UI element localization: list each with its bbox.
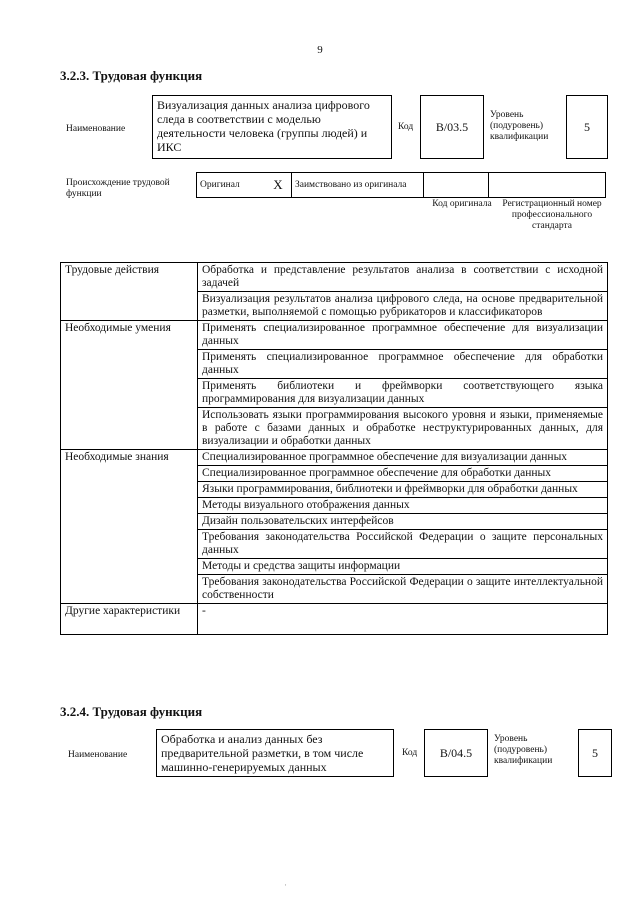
level-label-323: Уровень (подуровень) квалификации bbox=[490, 110, 549, 142]
section-title-323: 3.2.3. Трудовая функция bbox=[60, 68, 203, 83]
original-mark: X bbox=[265, 173, 292, 198]
level-value-323: 5 bbox=[566, 95, 608, 159]
knowledge-item: Языки программирования, библиотеки и фреймворки для обработки данных bbox=[198, 482, 608, 498]
function-name-324: Обработка и анализ данных без предварительной разметки, в том числе машинно-генерируемых данных bbox=[156, 729, 394, 777]
page-number: 9 bbox=[317, 44, 323, 56]
action-item: Обработка и представление результатов анализа в соответствии с исходной задачей bbox=[198, 263, 608, 292]
knowledge-item: Методы и средства защиты информации bbox=[198, 559, 608, 575]
footer-mark: · bbox=[284, 880, 287, 890]
code-original-label: Код оригинала bbox=[432, 199, 492, 209]
knowledge-item: Специализированное программное обеспечение для обработки данных bbox=[198, 466, 608, 482]
name-label-324: Наименование bbox=[68, 750, 128, 760]
section-title-324: 3.2.4. Трудовая функция bbox=[60, 704, 203, 719]
skill-item: Использовать языки программирования высокого уровня и языки, применяемые в работе с базами данных и обработке неструктурированных данных, для визуализации и обработки данных bbox=[198, 408, 608, 450]
code-original-cell bbox=[424, 173, 489, 198]
function-code-323: B/03.5 bbox=[420, 95, 484, 159]
reg-number-label: Регистрационный номер профессионального стандарта bbox=[502, 199, 602, 231]
knowledge-item: Требования законодательства Российской Федерации о защите интеллектуальной собственности bbox=[198, 575, 608, 604]
origin-label: Происхождение трудовой функции bbox=[66, 178, 170, 199]
row-label-actions: Трудовые действия bbox=[61, 263, 198, 321]
code-label-324: Код bbox=[402, 748, 418, 758]
knowledge-item: Специализированное программное обеспечение для визуализации данных bbox=[198, 450, 608, 466]
code-label-323: Код bbox=[398, 122, 414, 132]
row-label-knowledge: Необходимые знания bbox=[61, 450, 198, 604]
row-label-skills: Необходимые умения bbox=[61, 321, 198, 450]
knowledge-item: Методы визуального отображения данных bbox=[198, 498, 608, 514]
reg-number-cell bbox=[489, 173, 606, 198]
action-item: Визуализация результатов анализа цифрового следа, на основе предварительной разметки, выполняемой с помощью рубрикаторов и классификаторов bbox=[198, 292, 608, 321]
knowledge-item: Требования законодательства Российской Федерации о защите персональных данных bbox=[198, 530, 608, 559]
original-label: Оригинал bbox=[197, 173, 266, 198]
borrowed-label: Заимствовано из оригинала bbox=[292, 173, 424, 198]
knowledge-item: Дизайн пользовательских интерфейсов bbox=[198, 514, 608, 530]
row-label-other: Другие характеристики bbox=[61, 604, 198, 635]
name-label-323: Наименование bbox=[66, 124, 126, 134]
origin-table bbox=[196, 172, 606, 198]
level-value-324: 5 bbox=[578, 729, 612, 777]
function-code-324: B/04.5 bbox=[424, 729, 488, 777]
level-label-324: Уровень (подуровень) квалификации bbox=[494, 734, 553, 766]
function-name-323: Визуализация данных анализа цифрового следа в соответствии с моделью деятельности человека (группы людей) и ИКС bbox=[152, 95, 392, 159]
skill-item: Применять специализированное программное обеспечение для обработки данных bbox=[198, 350, 608, 379]
other-item: - bbox=[198, 604, 608, 635]
skill-item: Применять библиотеки и фреймворки соответствующего языка программирования для визуализации данных bbox=[198, 379, 608, 408]
function-details-table bbox=[60, 262, 608, 635]
skill-item: Применять специализированное программное обеспечение для визуализации данных bbox=[198, 321, 608, 350]
